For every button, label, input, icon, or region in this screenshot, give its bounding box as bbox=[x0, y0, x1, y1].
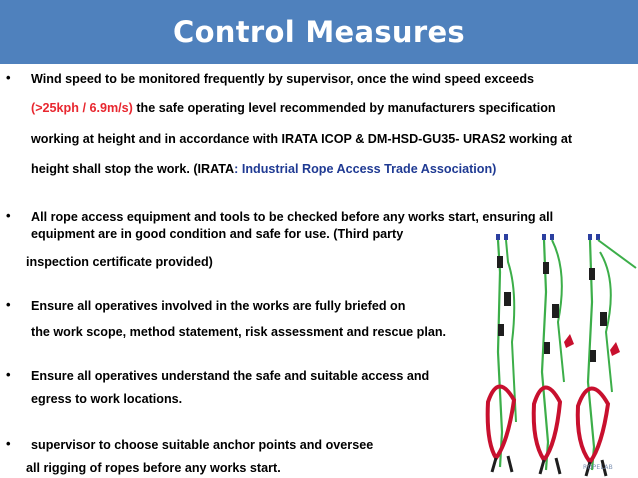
bullet-4-line-2: egress to work locations. bbox=[31, 392, 183, 406]
bullet-marker: • bbox=[6, 436, 11, 451]
rope-kit-2 bbox=[534, 234, 574, 474]
bullet-1-line-2-rest: the safe operating level recommended by manufacturers specification bbox=[132, 101, 556, 115]
rope-access-equipment-image bbox=[478, 232, 638, 478]
bullet-1-line-4-pre: height shall stop the work. (IRATA bbox=[31, 162, 235, 176]
wind-speed-threshold: (>25kph / 6.9m/s) bbox=[31, 101, 133, 115]
bullet-5-line-2: all rigging of ropes before any works start. bbox=[26, 461, 281, 475]
slide-title: Control Measures bbox=[172, 15, 465, 49]
bullet-5-line-1: supervisor to choose suitable anchor points and oversee bbox=[31, 438, 374, 452]
bullet-1-line-1: Wind speed to be monitored frequently by supervisor, once the wind speed exceeds bbox=[31, 72, 535, 86]
bullet-1-line-4 bbox=[31, 161, 496, 177]
bullet-3-line-2: the work scope, method statement, risk assessment and rescue plan. bbox=[31, 325, 447, 339]
rope-kit-3 bbox=[578, 234, 636, 476]
bullet-marker: • bbox=[6, 208, 11, 223]
bullet-1-line-2 bbox=[31, 100, 556, 116]
rope-kit-1 bbox=[488, 234, 516, 472]
irata-definition: : Industrial Rope Access Trade Association) bbox=[234, 162, 497, 176]
bullet-marker: • bbox=[6, 70, 11, 85]
ropelab-watermark: ROPELAB bbox=[583, 464, 614, 471]
bullet-3-line-1: Ensure all operatives involved in the works are fully briefed on bbox=[31, 299, 406, 313]
bullet-marker: • bbox=[6, 367, 11, 382]
bullet-1-line-3: working at height and in accordance with IRATA ICOP & DM-HSD-GU35- URAS2 working at bbox=[31, 132, 573, 146]
bullet-2-line-2: equipment are in good condition and safe for use. (Third party bbox=[31, 227, 404, 241]
bullet-4-line-1: Ensure all operatives understand the safe and suitable access and bbox=[31, 369, 430, 383]
title-bar bbox=[0, 0, 638, 64]
bullet-2-line-3: inspection certificate provided) bbox=[26, 255, 213, 269]
bullet-2-line-1: All rope access equipment and tools to be checked before any works start, ensuring all bbox=[31, 210, 554, 224]
bullet-marker: • bbox=[6, 297, 11, 312]
